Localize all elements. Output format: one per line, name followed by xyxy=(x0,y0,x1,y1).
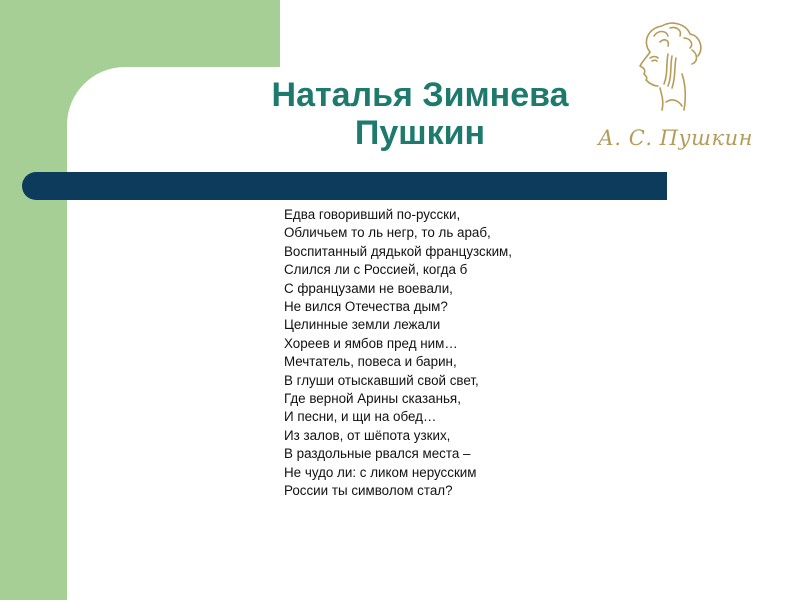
pushkin-signature: А. С. Пушкин xyxy=(598,126,753,150)
title-author: Наталья Зимнева xyxy=(271,76,569,114)
poem-line: В глуши отыскавший свой свет, xyxy=(284,372,479,388)
green-left-strip xyxy=(0,0,67,600)
poem-line: Воспитанный дядькой французским, xyxy=(284,243,512,259)
poem-line: Где верной Арины сказанья, xyxy=(284,391,461,407)
poem-line: Из залов, от шёпота узких, xyxy=(284,427,451,443)
poem-line: С французами не воевали, xyxy=(284,280,453,296)
poem-line: И песни, и щи на обед… xyxy=(284,409,437,425)
poem-line: Не вился Отечества дым? xyxy=(284,299,448,315)
title-subject: Пушкин xyxy=(354,114,486,152)
slide-title xyxy=(200,76,640,152)
poem-line: Обличьем то ль негр, то ль араб, xyxy=(284,225,491,241)
poem-line: Целинные земли лежали xyxy=(284,317,441,333)
poem-line: Хореев и ямбов пред ним… xyxy=(284,335,458,351)
navy-divider-bar xyxy=(22,172,667,200)
poem-line: Едва говоривший по-русски, xyxy=(284,207,461,222)
poem-line: Мечтатель, повеса и барин, xyxy=(284,354,457,370)
pushkin-portrait-icon xyxy=(620,14,720,114)
poem-line: России ты символом стал? xyxy=(284,483,453,499)
poem-line: В раздольные рвался места – xyxy=(284,446,471,462)
poem-line: Не чудо ли: с ликом нерусским xyxy=(284,464,477,480)
poem-text xyxy=(284,206,704,501)
poem-line: Слился ли с Россией, когда б xyxy=(284,262,468,278)
